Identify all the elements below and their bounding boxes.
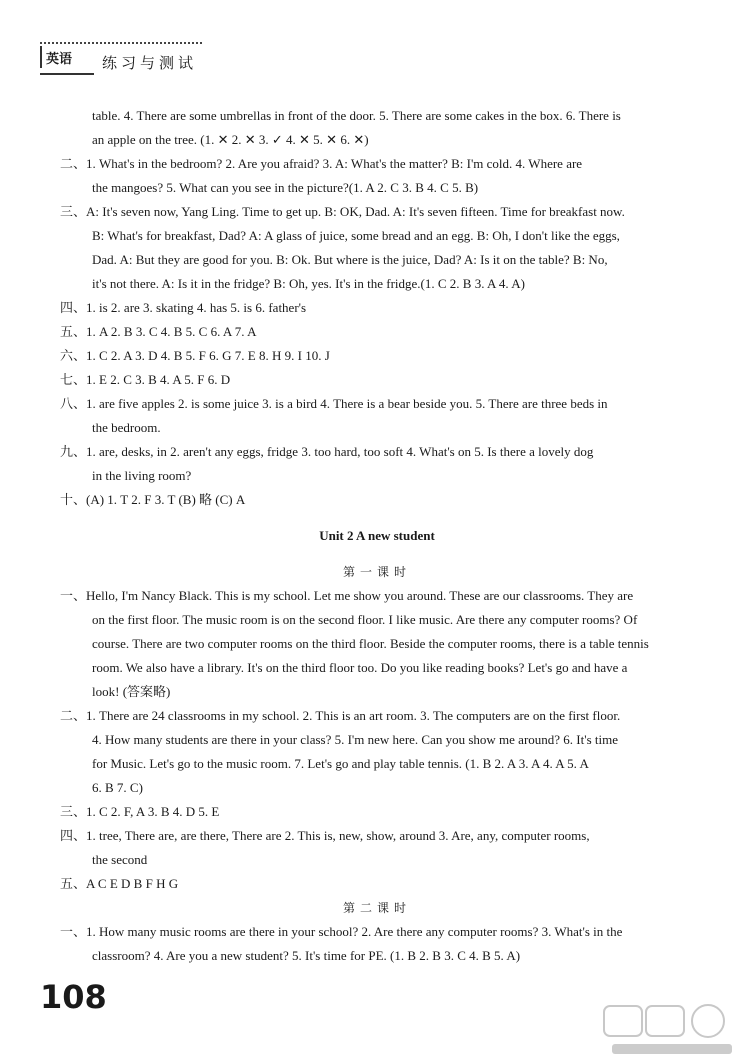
answer-line: 一、Hello, I'm Nancy Black. This is my school. Let me show you around. These are our classrooms. They are: [60, 588, 634, 603]
answer-line: Dad. A: But they are good for you. B: Ok. But where is the juice, Dad? A: Is it on the table? B: No,: [92, 252, 608, 267]
answer-line: the second: [92, 852, 148, 867]
answer-line: 二、1. What's in the bedroom? 2. Are you afraid? 3. A: What's the matter? B: I'm cold. 4. Where are: [60, 156, 583, 171]
spacer: [62, 548, 692, 560]
answer-line: table. 4. There are some umbrellas in front of the door. 5. There are some cakes in the box. 6. There is: [92, 108, 621, 123]
answer-line: 四、1. is 2. are 3. skating 4. has 5. is 6. father's: [60, 300, 307, 315]
answer-line: an apple on the tree. (1. ✕ 2. ✕ 3. ✓ 4. ✕ 5. ✕ 6. ✕): [92, 132, 369, 147]
page-number: 108: [40, 978, 107, 1016]
book-title: 练习与测试: [102, 54, 198, 72]
answer-line: it's not there. A: Is it in the fridge? B: Oh, yes. It's in the fridge.(1. C 2. B 3. A 4. A): [92, 276, 525, 291]
header-underline: [40, 73, 94, 75]
answer-line: 四、1. tree, There are, are there, There are 2. This is, new, show, around 3. Are, any, computer rooms,: [60, 828, 590, 843]
answer-line: 八、1. are five apples 2. is some juice 3. is a bird 4. There is a bear beside you. 5. There are three beds in: [60, 396, 608, 411]
answer-line: 6. B 7. C): [92, 780, 143, 795]
answer-line: classroom? 4. Are you a new student? 5. It's time for PE. (1. B 2. B 3. C 4. B 5. A): [92, 948, 521, 963]
page-header: [40, 40, 210, 80]
watermark-logo-icon: [600, 1000, 740, 1060]
answer-line: 一、1. How many music rooms are there in your school? 2. Are there any computer rooms? 3. What's in the: [60, 924, 623, 939]
answer-line: 十、(A) 1. T 2. F 3. T (B) 略 (C) A: [60, 492, 246, 507]
answer-line: room. We also have a library. It's on the third floor too. Do you like reading books? Let's go and have a: [92, 660, 628, 675]
unit-heading: Unit 2 A new student: [319, 528, 435, 543]
header-bar: [40, 46, 42, 68]
answer-line: 六、1. C 2. A 3. D 4. B 5. F 6. G 7. E 8. H 9. I 10. J: [60, 348, 330, 363]
header-dotted-rule: [40, 42, 202, 44]
answer-line: 九、1. are, desks, in 2. aren't any eggs, fridge 3. too hard, too soft 4. What's on 5. Is there a lovely dog: [60, 444, 594, 459]
answer-line: course. There are two computer rooms on the third floor. Beside the computer rooms, there is a table tennis: [92, 636, 649, 651]
answer-line: the mangoes? 5. What can you see in the picture?(1. A 2. C 3. B 4. C 5. B): [92, 180, 479, 195]
answer-line: 三、A: It's seven now, Yang Ling. Time to get up. B: OK, Dad. A: It's seven fifteen. Time for breakfast now.: [60, 204, 625, 219]
spacer: [62, 512, 692, 524]
lesson-heading: 第二课时: [342, 901, 411, 915]
answer-line: 五、A C E D B F H G: [60, 876, 179, 891]
answer-line: for Music. Let's go to the music room. 7. Let's go and play table tennis. (1. B 2. A 3. A 4. A 5. A: [92, 756, 589, 771]
answer-line: B: What's for breakfast, Dad? A: A glass of juice, some bread and an egg. B: Oh, I don't like the eggs,: [92, 228, 620, 243]
answer-line: 五、1. A 2. B 3. C 4. B 5. C 6. A 7. A: [60, 324, 257, 339]
answer-line: in the living room?: [92, 468, 192, 483]
answer-line: 4. How many students are there in your class? 5. I'm new here. Can you show me around? 6. It's time: [92, 732, 618, 747]
answer-line: look! (答案略): [92, 684, 171, 699]
subject-label: 英语: [46, 52, 73, 67]
answer-line: 三、1. C 2. F, A 3. B 4. D 5. E: [60, 804, 220, 819]
answer-line: 七、1. E 2. C 3. B 4. A 5. F 6. D: [60, 372, 231, 387]
answer-line: the bedroom.: [92, 420, 161, 435]
answer-line: on the first floor. The music room is on the second floor. I like music. Are there any computer rooms? Of: [92, 612, 638, 627]
answer-line: 二、1. There are 24 classrooms in my school. 2. This is an art room. 3. The computers are on the first floor.: [60, 708, 621, 723]
answer-content: [62, 104, 692, 968]
lesson-heading: 第一课时: [342, 565, 411, 579]
